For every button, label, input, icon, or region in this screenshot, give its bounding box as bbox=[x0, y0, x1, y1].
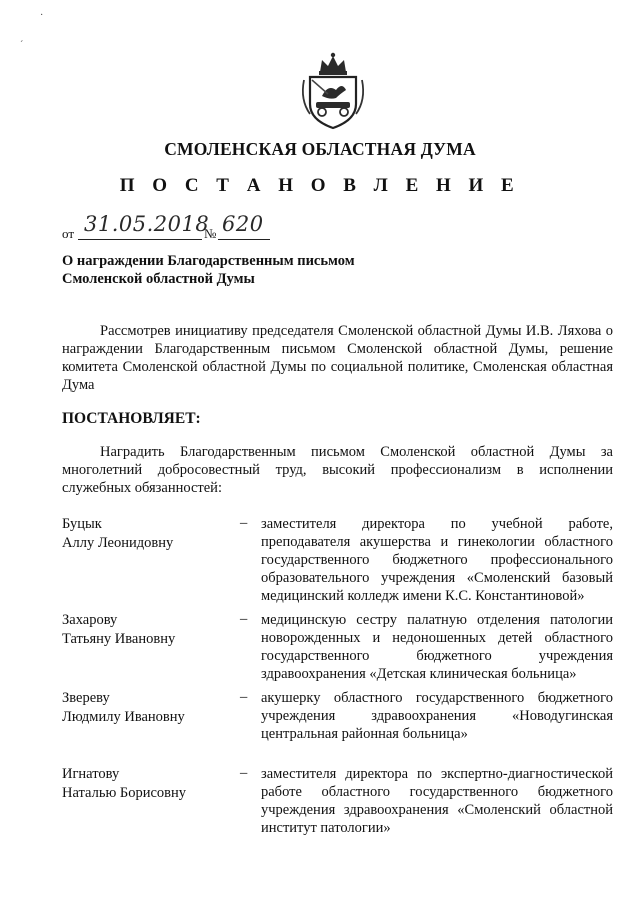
recipient-given-names: Наталью Борисовну bbox=[62, 785, 187, 801]
document-subject bbox=[62, 252, 442, 288]
entry-dash: – bbox=[240, 515, 248, 531]
recipient-description: акушерку областного государственного бюджетного учреждения здравоохранения «Новодугинская центральная районная больница» bbox=[261, 690, 613, 742]
subject-line: Смоленской областной Думы bbox=[62, 271, 255, 287]
organization-title: СМОЛЕНСКАЯ ОБЛАСТНАЯ ДУМА bbox=[164, 139, 476, 159]
entry-dash: – bbox=[240, 765, 248, 781]
recipient-given-names: Татьяну Ивановну bbox=[62, 631, 176, 647]
entry-dash: – bbox=[240, 611, 248, 627]
scan-mark: ˊ bbox=[20, 40, 24, 51]
handwritten-number: 620 bbox=[222, 212, 264, 236]
scan-mark: · bbox=[40, 10, 44, 21]
award-paragraph bbox=[62, 443, 613, 497]
recipient-name bbox=[62, 515, 232, 553]
coat-of-arms-emblem bbox=[298, 50, 368, 132]
recipient-name bbox=[62, 689, 232, 727]
award-text: Наградить Благодарственным письмом Смоленской областной Думы за многолетний добросовестный труд, высокий профессионализм в исполнении служебных обязанностей: bbox=[62, 444, 613, 496]
recipient-description: заместителя директора по учебной работе, преподавателя акушерства и гинекологии областного государственного бюджетного профессионального образовательного учреждения «Смоленский базовый медицинский колледж имени К.С. Константиновой» bbox=[261, 516, 613, 604]
handwritten-date: 31.05.2018 bbox=[84, 212, 210, 236]
preamble-text: Рассмотрев инициативу председателя Смоленской областной Думы И.В. Ляхова о награждении Благодарственным письмом Смоленской областной Думы, решение комитета Смоленской областной Думы по социальной политике, Смоленская областная Дума bbox=[62, 323, 613, 393]
recipient-description: медицинскую сестру палатную отделения патологии новорожденных и недоношенных детей областного государственного бюджетного учреждения здравоохранения «Детская клиническая больница» bbox=[261, 612, 613, 682]
date-prefix: от bbox=[62, 226, 75, 241]
recipient-surname: Захарову bbox=[62, 612, 118, 628]
subject-line: О награждении Благодарственным письмом bbox=[62, 253, 355, 269]
document-type-title: П О С Т А Н О В Л Е Н И Е bbox=[119, 175, 521, 196]
recipient-surname: Звереву bbox=[62, 690, 110, 706]
recipient-surname: Буцык bbox=[62, 516, 102, 532]
entry-dash: – bbox=[240, 689, 248, 705]
recipient-given-names: Людмилу Ивановну bbox=[62, 709, 185, 725]
recipient-description: заместителя директора по экспертно-диагностической работе областного государственного бюджетного учреждения здравоохранения «Смоленский областной институт патологии» bbox=[261, 766, 613, 836]
resolves-heading: ПОСТАНОВЛЯЕТ: bbox=[62, 410, 201, 427]
date-underline bbox=[78, 239, 202, 240]
number-prefix: № bbox=[204, 226, 217, 241]
recipient-name bbox=[62, 765, 232, 803]
date-number-line bbox=[62, 212, 282, 240]
number-underline bbox=[218, 239, 270, 240]
recipient-name bbox=[62, 611, 232, 649]
recipient-given-names: Аллу Леонидовну bbox=[62, 535, 174, 551]
recipient-surname: Игнатову bbox=[62, 766, 120, 782]
preamble-paragraph bbox=[62, 322, 613, 394]
